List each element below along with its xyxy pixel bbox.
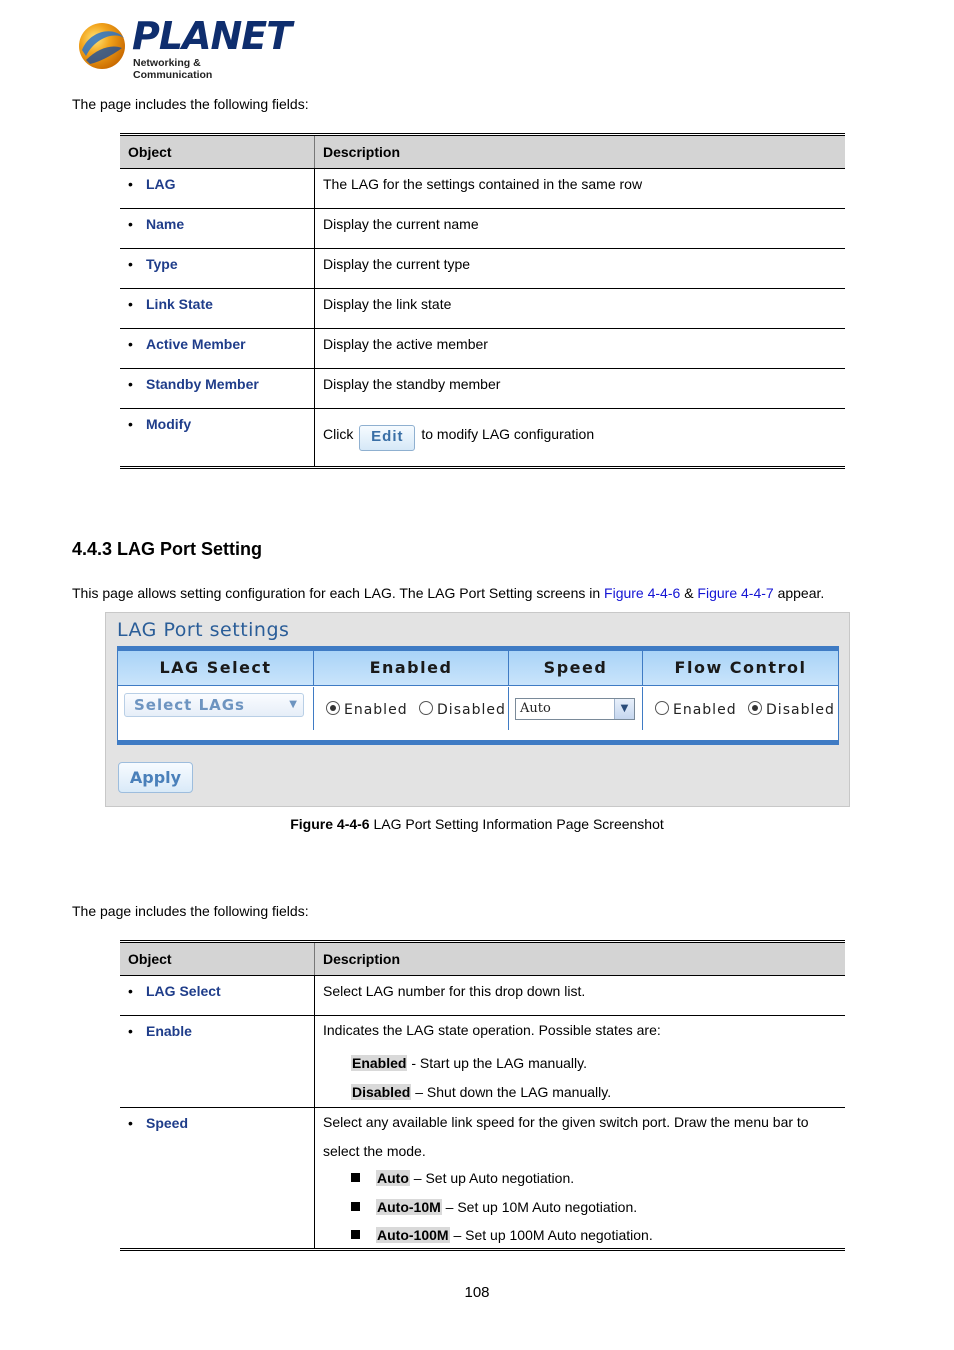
object-name: Standby Member <box>146 376 259 392</box>
col-header-flow-control: Flow Control <box>643 651 838 686</box>
bullet: • <box>128 296 133 312</box>
object-name: Speed <box>146 1115 189 1131</box>
term-auto-10m-desc: – Set up 10M Auto negotiation. <box>445 1199 638 1215</box>
object-description: Display the current name <box>315 209 846 249</box>
edit-button[interactable]: Edit <box>359 425 415 451</box>
enabled-cell <box>314 687 509 730</box>
col-header-description: Description <box>315 135 846 169</box>
globe-icon <box>76 20 128 72</box>
disabled-radio[interactable] <box>419 701 433 715</box>
speed-option <box>323 1193 845 1222</box>
table-row <box>120 1016 845 1108</box>
object-name: Enable <box>146 1023 192 1039</box>
logo-tagline: Networking & Communication <box>133 57 213 81</box>
object-description: Indicates the LAG state operation. Possible states are: <box>323 1022 661 1038</box>
table-row <box>120 369 845 409</box>
flow-disabled-radio[interactable] <box>748 701 762 715</box>
speed-option <box>323 1164 845 1193</box>
lag-select-value: Select LAGs <box>134 696 245 714</box>
term-auto: Auto <box>377 1170 409 1186</box>
term-enabled-desc: - Start up the LAG manually. <box>411 1055 587 1071</box>
term-disabled: Disabled <box>352 1084 411 1100</box>
intro-text-1: The page includes the following fields: <box>72 96 309 112</box>
flow-enabled-label: Enabled <box>673 702 737 718</box>
enable-option-disabled <box>323 1078 845 1107</box>
square-bullet-icon <box>351 1202 360 1211</box>
speed-cell <box>509 687 643 730</box>
table-row <box>120 409 845 468</box>
term-auto-100m: Auto-100M <box>377 1227 449 1243</box>
object-name: Modify <box>146 416 192 432</box>
table-row <box>120 169 845 209</box>
object-description: Display the active member <box>315 329 846 369</box>
table-row <box>120 329 845 369</box>
square-bullet-icon <box>351 1173 360 1182</box>
lag-select-cell <box>118 687 314 730</box>
col-header-object: Object <box>120 942 315 976</box>
intro-text-2: The page includes the following fields: <box>72 903 309 919</box>
speed-select[interactable] <box>515 698 635 720</box>
term-enabled: Enabled <box>352 1055 407 1071</box>
enabled-radio-label: Enabled <box>344 702 408 718</box>
paragraph-text-end: appear. <box>777 585 825 601</box>
table-row <box>120 249 845 289</box>
speed-description-2: select the mode. <box>323 1143 426 1159</box>
enable-option-enabled <box>323 1049 845 1078</box>
flow-control-cell <box>643 687 838 730</box>
table-row <box>120 976 845 1016</box>
term-auto-desc: – Set up Auto negotiation. <box>413 1170 575 1186</box>
enabled-radio[interactable] <box>326 701 340 715</box>
object-name: Type <box>146 256 178 272</box>
bullet: • <box>128 416 133 432</box>
modify-click-text: Click <box>323 426 354 442</box>
bullet: • <box>128 216 133 232</box>
bullet: • <box>128 336 133 352</box>
object-name: LAG <box>146 176 176 192</box>
fields-table-2 <box>120 940 845 1251</box>
object-description: Display the link state <box>315 289 846 329</box>
term-auto-10m: Auto-10M <box>377 1199 441 1215</box>
settings-table <box>117 646 839 745</box>
modify-desc-text: to modify LAG configuration <box>421 426 595 442</box>
col-header-enabled: Enabled <box>314 651 509 686</box>
disabled-radio-label: Disabled <box>437 702 506 718</box>
term-auto-100m-desc: – Set up 100M Auto negotiation. <box>453 1227 653 1243</box>
bullet: • <box>128 176 133 192</box>
square-bullet-icon <box>351 1230 360 1239</box>
object-name: Active Member <box>146 336 246 352</box>
ampersand: & <box>684 585 694 601</box>
bullet: • <box>128 256 133 272</box>
object-name: Name <box>146 216 185 232</box>
bullet: • <box>128 376 133 392</box>
object-description: Display the standby member <box>315 369 846 409</box>
table-row <box>120 289 845 329</box>
bullet: • <box>128 1023 133 1039</box>
section-heading: 4.4.3 LAG Port Setting <box>72 539 263 559</box>
table-row <box>120 209 845 249</box>
caption-label: Figure 4-4-6 <box>290 816 370 832</box>
figure-caption <box>0 816 954 832</box>
section-paragraph <box>72 585 824 601</box>
object-description: The LAG for the settings contained in the same row <box>315 169 846 209</box>
panel-title: LAG Port settings <box>117 619 290 641</box>
table-row <box>120 1108 845 1250</box>
fields-table-1 <box>120 133 845 469</box>
chevron-down-icon: ▼ <box>614 699 634 719</box>
paragraph-text: This page allows setting configuration for each LAG. The LAG Port Setting screens in <box>72 585 601 601</box>
planet-logo <box>76 14 292 81</box>
caption-text: LAG Port Setting Information Page Screenshot <box>373 816 664 832</box>
page-number: 108 <box>464 1284 490 1301</box>
object-description: Display the current type <box>315 249 846 289</box>
object-name: Link State <box>146 296 213 312</box>
speed-option <box>323 1222 845 1248</box>
flow-enabled-radio[interactable] <box>655 701 669 715</box>
col-header-description: Description <box>315 942 846 976</box>
col-header-speed: Speed <box>509 651 643 686</box>
speed-value: Auto <box>520 701 551 716</box>
lag-select-dropdown[interactable] <box>124 693 304 717</box>
col-header-object: Object <box>120 135 315 169</box>
object-description: Select LAG number for this drop down list. <box>315 976 846 1016</box>
bullet: • <box>128 1115 133 1131</box>
figure-link-1[interactable]: Figure 4-4-6 <box>604 585 681 601</box>
bullet: • <box>128 983 133 999</box>
logo-wordmark: PLANET <box>132 14 292 58</box>
chevron-down-icon: ▼ <box>289 699 298 710</box>
lag-port-settings-panel <box>105 612 850 807</box>
apply-button[interactable]: Apply <box>118 762 193 793</box>
flow-disabled-label: Disabled <box>766 702 835 718</box>
object-name: LAG Select <box>146 983 221 999</box>
term-disabled-desc: – Shut down the LAG manually. <box>415 1084 612 1100</box>
col-header-lag-select: LAG Select <box>118 651 314 686</box>
figure-link-2[interactable]: Figure 4-4-7 <box>697 585 774 601</box>
speed-description-1: Select any available link speed for the given switch port. Draw the menu bar to <box>323 1114 809 1130</box>
